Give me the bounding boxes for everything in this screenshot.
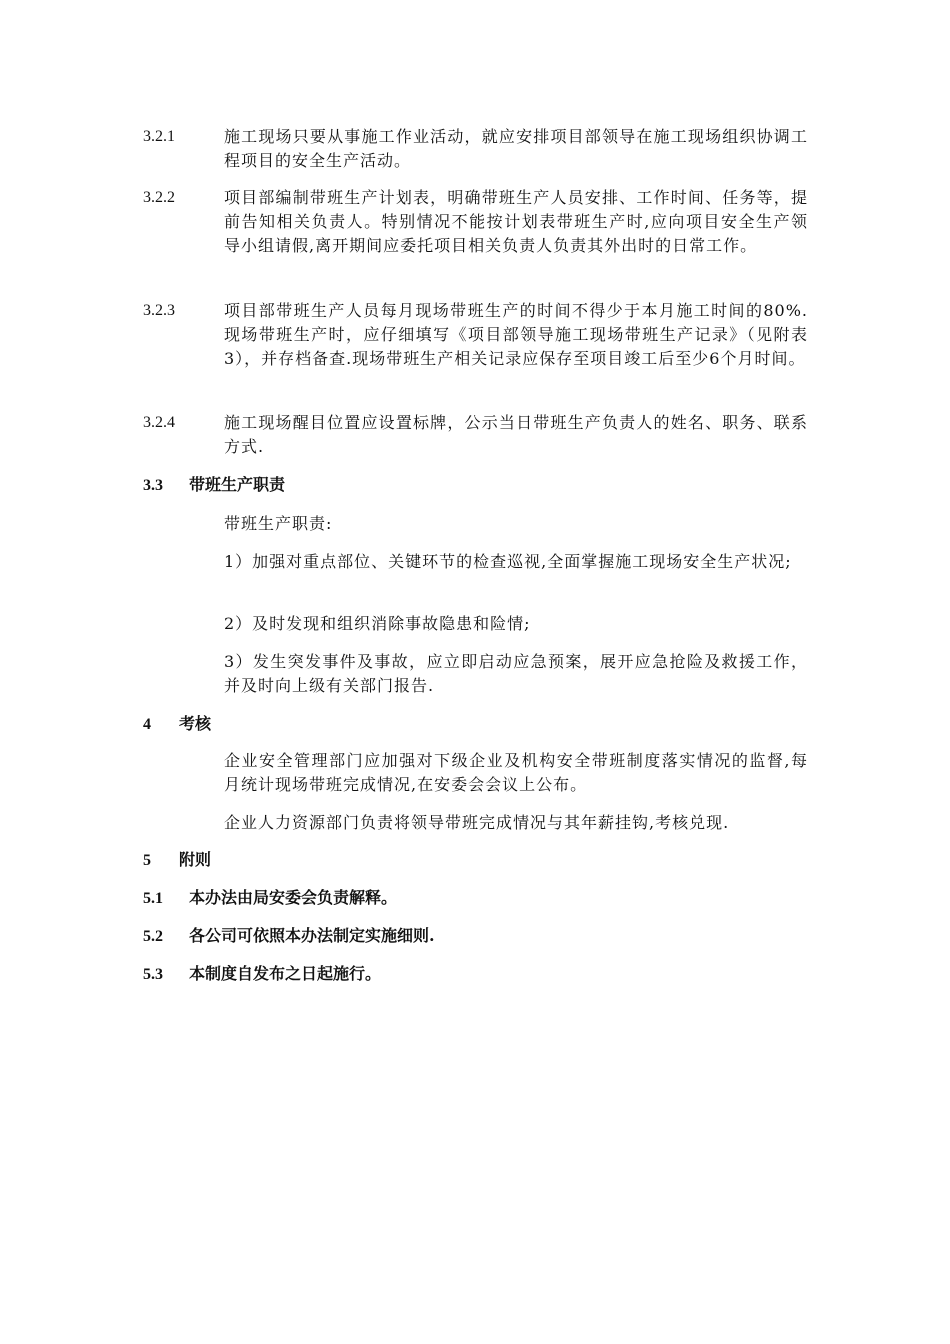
section-heading-5 bbox=[143, 848, 211, 873]
clause-number: 3.2.2 bbox=[143, 189, 175, 206]
clause-number: 5.1 bbox=[143, 890, 163, 907]
clause-text: 本制度自发布之日起施行。 bbox=[189, 964, 382, 983]
assessment-paragraph: 企业安全管理部门应加强对下级企业及机构安全带班制度落实情况的监督,每月统计现场带班完成情况,在安委会会议上公布。 bbox=[224, 751, 808, 794]
duty-item: 2）及时发现和组织消除事故隐患和险情; bbox=[224, 614, 531, 633]
section-title: 带班生产职责 bbox=[189, 475, 286, 494]
clause-text: 施工现场醒目位置应设置标牌，公示当日带班生产负责人的姓名、职务、联系方式. bbox=[224, 413, 808, 456]
clause-text: 项目部带班生产人员每月现场带班生产的时间不得少于本月施工时间的80%.现场带班生产时，应仔细填写《项目部领导施工现场带班生产记录》（见附表3），并存档备查.现场带班生产相关记录应保存至项目竣工后至少6个月时间。 bbox=[224, 301, 808, 368]
clause-number: 5.3 bbox=[143, 966, 163, 983]
clause-text: 施工现场只要从事施工作业活动，就应安排项目部领导在施工现场组织协调工程项目的安全生产活动。 bbox=[224, 127, 808, 170]
section-number: 5 bbox=[143, 852, 151, 869]
section-title: 考核 bbox=[179, 714, 212, 733]
assessment-paragraph: 企业人力资源部门负责将领导带班完成情况与其年薪挂钩,考核兑现. bbox=[224, 813, 730, 832]
section-heading-4 bbox=[143, 712, 211, 737]
section-heading-3-3 bbox=[143, 473, 285, 498]
clause-number: 3.2.1 bbox=[143, 128, 175, 145]
duty-item: 3）发生突发事件及事故，应立即启动应急预案，展开应急抢险及救援工作，并及时向上级有关部门报告. bbox=[224, 652, 808, 695]
section-number: 3.3 bbox=[143, 477, 163, 494]
clause-5-1 bbox=[143, 886, 397, 911]
clause-text: 各公司可依照本办法制定实施细则. bbox=[189, 926, 435, 945]
duty-item: 1）加强对重点部位、关键环节的检查巡视,全面掌握施工现场安全生产状况; bbox=[224, 552, 792, 571]
section-title: 附则 bbox=[179, 850, 212, 869]
section-number: 4 bbox=[143, 716, 151, 733]
clause-5-3 bbox=[143, 962, 381, 987]
clause-text: 项目部编制带班生产计划表，明确带班生产人员安排、工作时间、任务等，提前告知相关负责人。特别情况不能按计划表带班生产时,应向项目安全生产领导小组请假,离开期间应委托项目相关负责人负责其外出时的日常工作。 bbox=[224, 188, 808, 255]
clause-text: 本办法由局安委会负责解释。 bbox=[189, 888, 398, 907]
clause-number: 3.2.4 bbox=[143, 414, 175, 431]
clause-number: 3.2.3 bbox=[143, 302, 175, 319]
duties-intro: 带班生产职责: bbox=[224, 514, 333, 533]
clause-number: 5.2 bbox=[143, 928, 163, 945]
clause-5-2 bbox=[143, 924, 435, 949]
